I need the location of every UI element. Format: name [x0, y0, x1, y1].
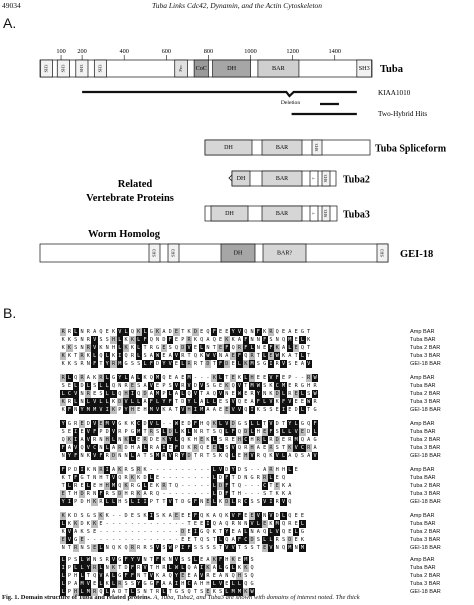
- alignment-row-label: Tuba 2 BAR: [410, 391, 441, 397]
- panel-b-label: B.: [3, 305, 17, 321]
- ruler-tick-label: 100: [56, 48, 66, 55]
- alignment-block: [60, 556, 441, 596]
- alignment-row: [60, 374, 435, 382]
- domain-label: BAR: [272, 64, 285, 72]
- alignment-row: [60, 580, 441, 588]
- alignment-row-label: Tuba BAR: [410, 383, 436, 389]
- alignment-row: [60, 452, 441, 460]
- alignment-block: [60, 374, 441, 414]
- gei18-backbone: [40, 244, 388, 262]
- domain-label: SH3: [314, 143, 320, 152]
- alignment-row-label: GEI-18 BAR: [410, 545, 441, 551]
- alignment-row: [60, 536, 441, 544]
- domain-label: SH3: [97, 64, 103, 73]
- domain-label: DH: [236, 175, 246, 182]
- alignment-row-label: GEI-18 BAR: [410, 453, 441, 459]
- ruler-tick-label: 600: [161, 48, 172, 55]
- construct-name-tuba2: Tuba2: [343, 174, 370, 186]
- alignment-block: [60, 466, 441, 506]
- alignment-row: [60, 406, 441, 414]
- alignment-sequence: K K T R K L Q L K I Q R L S A W E A V R T Q K W V N A E F Q R T L E W K A T L T: [61, 353, 311, 359]
- alignment-row: [60, 360, 441, 368]
- alignment-row: [60, 490, 441, 498]
- alignment-sequence: N T R N S E L N Q K Q R R R S V S W P I F S S S S T V V T S S T E V N Q M N M: [61, 545, 304, 551]
- alignment-row-label: Tuba 3 BAR: [410, 399, 441, 405]
- alignment-row-label: Tuba 3 BAR: [410, 445, 441, 451]
- page-number: 49034: [2, 1, 21, 10]
- alignment-row: [60, 482, 441, 490]
- alignment-row-label: Tuba BAR: [410, 475, 436, 481]
- alignment-row: [60, 528, 441, 536]
- construct-name-tuba: Tuba: [380, 64, 403, 75]
- domain-label: DH: [224, 144, 233, 151]
- domain-label: SH3: [43, 64, 49, 73]
- alignment-row-label: Tuba 3 BAR: [410, 537, 441, 543]
- alignment-sequence: E V G E - - - - - - - - - - - - - - - E E T Q S T L Q A F C D S L L R S D E K: [61, 537, 304, 543]
- domain-label: CoC: [195, 64, 207, 72]
- alignment-row: [60, 336, 436, 344]
- alignment-row-label: Tuba BAR: [410, 565, 436, 571]
- domain-label: Pro: [178, 65, 184, 72]
- alignment-row-label: GEI-18 BAR: [410, 499, 441, 505]
- alignment-row: [60, 466, 435, 474]
- alignment-row: [60, 328, 435, 336]
- alignment-sequence: L P S L W N S R V G F Y V N T F K N V S S L E A K F H K E M S: [61, 557, 254, 563]
- two-hybrid-label: Two-Hybrid Hits: [378, 110, 428, 118]
- related-heading-line1: Related: [117, 179, 153, 190]
- domain-diagram: [0, 0, 474, 300]
- alignment-sequence: S E I E V F P D V R P G M T R S L D L K L N R T S Q L F Q D L H E F S L L V E D L: [61, 429, 317, 435]
- construct-name-gei18: GEI-18: [400, 249, 434, 260]
- deletion-label: Deletion: [280, 100, 301, 106]
- alignment-sequence: F P D I K N R I A K R S R K - - - - - - - - - - L V D Y D S - - A R H H L E: [61, 467, 298, 473]
- kiaa1010-label: KIAA1010: [378, 89, 411, 97]
- alignment-row: [60, 420, 435, 428]
- domain-label: ?: [311, 212, 317, 215]
- alignment-row: [60, 520, 436, 528]
- alignment-row-label: Tuba BAR: [410, 429, 436, 435]
- alignment-row-label: Amp BAR: [410, 421, 435, 427]
- alignment-row: [60, 556, 435, 564]
- alignment-row: [60, 436, 441, 444]
- alignment-row: [60, 444, 441, 452]
- alignment-row: [60, 390, 441, 398]
- alignment-sequence: K R L N L V L L K D V L L A F L Y F T D Y L A L L E S V Q E A F L V K F V E E W R: [61, 399, 317, 405]
- alignment-row-label: Amp BAR: [410, 375, 435, 381]
- alignment-sequence: I P L L Y R L N K T D F R V T H R L W L Q A I K A L G L K K Q: [61, 565, 254, 571]
- ruler-tick-label: 200: [77, 48, 87, 55]
- alignment-row-label: Tuba BAR: [410, 521, 436, 527]
- alignment-sequence: K K D S G S K K - - D E S K I S K A E E E F Q K A Q K V F E E V N V D L Q E E: [61, 513, 304, 519]
- domain-label: SH3: [379, 249, 385, 257]
- alignment-sequence: K K S R N F T Y R M G S S L F D Y V E L R R T D T F D E L K M S G I R V S E A V: [61, 361, 311, 367]
- alignment-sequence: Y G R E D V E M V G K K C D V L - - W E D F H Q K L V D G S L L T V D T Y L G Q F: [61, 421, 317, 427]
- domain-label: SH3: [323, 209, 329, 218]
- panel-a-label: A.: [3, 15, 17, 31]
- alignment-row-label: Tuba 3 BAR: [410, 491, 441, 497]
- domain-label: SH3: [170, 249, 176, 257]
- alignment-row-label: Tuba 2 BAR: [410, 483, 441, 489]
- domain-label: SH3: [151, 249, 157, 257]
- alignment-sequence: S E L D L S L L Q N R E S A V E P S V R V D V S G E K Q V T M W S K C M E R G H R: [61, 383, 317, 389]
- alignment-row-label: Tuba 2 BAR: [410, 573, 441, 579]
- alignment-sequence: K K S N R V K N H L K K L T R G E S Q D V E L N T E F Q R F L N E F K A L E Q T: [61, 345, 311, 351]
- alignment-sequence: K K S N R V S S H L K K L F Q N D F E P R K Q A Q E K K A F N N F S N Q M E L K: [61, 337, 311, 343]
- figure-caption: [2, 594, 472, 601]
- alignment-row: [60, 474, 436, 482]
- domain-label: DH: [233, 250, 243, 257]
- alignment-row-label: GEI-18 BAR: [410, 589, 441, 595]
- alignment-row-label: GEI-18 BAR: [410, 361, 441, 367]
- alignment-sequence: L P A M V E L K L R S S Y G G F A A I H C A H H L V E L L Q G: [61, 581, 254, 587]
- domain-label: DH: [225, 210, 234, 217]
- domain-label: ?: [311, 177, 317, 180]
- alignment-row-label: Amp BAR: [410, 557, 435, 563]
- alignment-block: [60, 420, 441, 460]
- construct-name-spliceform: Tuba Spliceform: [375, 143, 447, 155]
- alignment-row-label: Tuba 2 BAR: [410, 345, 441, 351]
- alignment-sequence: L C V N R E S L L Q H I Q D A M P L A L Q V T A Q V N E W E R Y N K D L R E L S W: [61, 391, 317, 397]
- domain-label: SH3: [60, 64, 66, 73]
- domain-label: BAR: [275, 144, 289, 151]
- alignment-sequence: F A V Q V C N L A R D H A L R A I E F D K R Q E E L S V Q R H A E R S T K V C R A: [61, 445, 317, 451]
- ruler-tick-label: 400: [119, 48, 129, 55]
- alignment-row-label: Amp BAR: [410, 513, 435, 519]
- alignment-sequence: L P H L M R Q L A D T L S N T R L T G S Q T S E K S L M M K W: [61, 589, 254, 595]
- related-heading-line2: Vertebrate Proteins: [86, 193, 174, 204]
- alignment-row: [60, 382, 436, 390]
- alignment-sequence: K T F G T N H T V Q R K K D L E - - - - - - - - L D F T D N G R R L E Q: [61, 475, 286, 481]
- alignment-row: [60, 498, 441, 506]
- alignment-sequence: L K K D K K E - - - - - - - - - - - - - T E E I Q A Q R N N V L E K M Q R E L: [61, 521, 304, 527]
- alignment-row-label: Tuba 3 BAR: [410, 353, 441, 359]
- alignment-block: [60, 328, 441, 368]
- alignment-sequence: Q K I A V R N H L N K L E R D E K Y L Q K H E K L S R E H C H R L R D E R M Q A G: [61, 437, 317, 443]
- alignment-row-label: Tuba 2 BAR: [410, 437, 441, 443]
- alignment-row: [60, 544, 441, 552]
- domain-label: DH: [227, 64, 237, 72]
- alignment-sequence: Y I P D H K R L L H S L I I P T T V T D G F N E L K D L R C S S V I R V Q: [61, 499, 292, 505]
- domain-label: SH3: [358, 64, 370, 72]
- ruler-tick-label: 800: [203, 48, 214, 55]
- alignment-row: [60, 398, 441, 406]
- alignment-block: [60, 512, 441, 552]
- ruler-tick-label: 1200: [286, 48, 299, 55]
- kiaa1010-line: [82, 92, 357, 96]
- alignment-row-label: Amp BAR: [410, 467, 435, 473]
- alignment-row-label: Tuba 2 BAR: [410, 529, 441, 535]
- alignment-sequence: K F N Y M M V I K P Y H E H M V K A T V H I M A A E E V V Q I K S S E I E D L T G: [61, 407, 317, 413]
- alignment-row-label: Tuba BAR: [410, 337, 436, 343]
- alignment-row: [60, 352, 441, 360]
- tuba2-truncation-mark: [229, 171, 232, 186]
- alignment-row-label: GEI-18 BAR: [410, 407, 441, 413]
- worm-heading: Worm Homolog: [88, 229, 161, 240]
- alignment-sequence: L P H L T Q V A L G F F N T V K A Q Y E E A V R E A N Q H S Q: [61, 573, 254, 579]
- alignment-sequence: K V A K S E - - - - - - - - - - - - - D E I G Q K T Y E A L N A Q L V Q E L G: [61, 529, 304, 535]
- construct-name-tuba3: Tuba3: [343, 209, 370, 221]
- running-title: Tuba Links Cdc42, Dynamin, and the Actin Cytoskeleton: [151, 1, 323, 10]
- alignment-sequence: N Y F N K V F R D N N L A T S M R V R Y D T R T S K Q L E H V R Q K V L A Q S A V: [61, 453, 317, 459]
- domain-label: SH3: [323, 174, 329, 183]
- caption-text: A, Tuba, Tuba2, and Tuba3 are shown with domains of interest noted. The thick: [153, 594, 360, 601]
- alignment-row: [60, 344, 441, 352]
- alignment-row: [60, 512, 435, 520]
- alignment-sequence: R R L N R A Q E K V L Q K L G K A D E T K D E Q F E E Y V Q N F K R Q E A E G T: [61, 329, 311, 335]
- domain-label: BAR: [275, 175, 289, 182]
- caption-title: Domain structure of Tuba and related proteins.: [20, 594, 152, 601]
- alignment-row: [60, 564, 436, 572]
- domain-label: SH3: [78, 64, 84, 73]
- alignment-sequence: R L Q R A K R L G Y L A L K Q M Q E A E M - - - K L T E K L H E E V F E P - - R W: [61, 375, 317, 381]
- alignment-row: [60, 572, 441, 580]
- alignment-row-label: Amp BAR: [410, 329, 435, 335]
- domain-label: BAR?: [277, 250, 292, 257]
- ruler-tick-label: 1400: [328, 48, 342, 55]
- alignment-row-label: Tuba 3 BAR: [410, 581, 441, 587]
- alignment-row: [60, 428, 436, 436]
- ruler-tick-label: 1000: [244, 48, 257, 55]
- domain-label: BAR: [275, 210, 289, 217]
- caption-label: Fig. 1.: [2, 594, 20, 601]
- alignment-sequence: T L R E L E H H M Q K R G L E K R T Q - - - - - L D F T Q - - - C T E K A: [61, 483, 292, 489]
- alignment-sequence: E T H D R N F R S D H R K A R Q - - - - - - - - L D F T H - - - S T K K A: [61, 491, 292, 497]
